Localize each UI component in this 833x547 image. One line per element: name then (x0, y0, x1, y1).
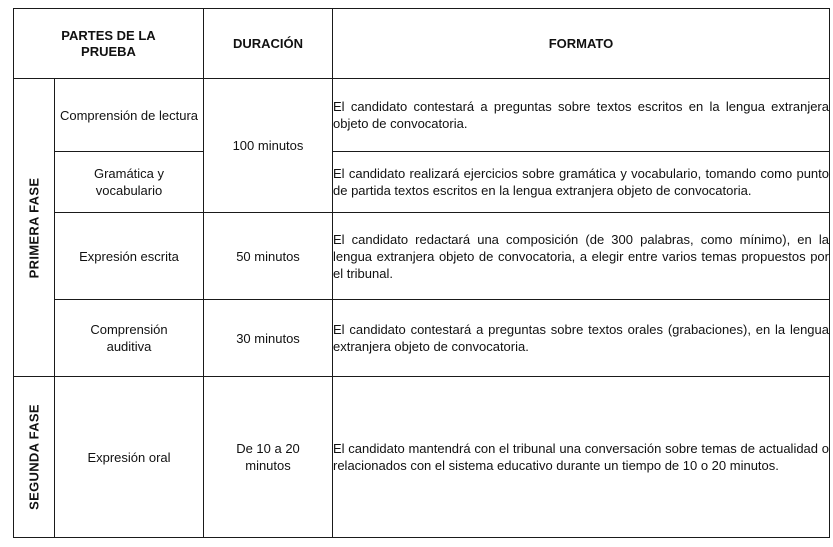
header-partes: PARTES DE LA PRUEBA (14, 9, 204, 79)
format-cell: El candidato mantendrá con el tribunal una conversación sobre temas de actualidad o relacionados con el sistema educativo durante un tiempo de 10 o 20 minutos. (333, 377, 830, 538)
part-cell: Expresión escrita (55, 213, 204, 300)
header-duracion: DURACIÓN (204, 9, 333, 79)
format-cell: El candidato redactará una composición (de 300 palabras, como mínimo), en la lengua extranjera objeto de convocatoria, a elegir entre varios temas propuestos por el tribunal. (333, 213, 830, 300)
part-cell: Gramática y vocabulario (55, 152, 204, 213)
phase-segunda-label: SEGUNDA FASE (26, 404, 42, 510)
part-cell: Comprensión auditiva (55, 300, 204, 377)
format-cell: El candidato realizará ejercicios sobre gramática y vocabulario, tomando como punto de partida textos escritos en la lengua extranjera objeto de convocatoria. (333, 152, 830, 213)
phase-segunda (14, 377, 55, 538)
part-cell: Expresión oral (55, 377, 204, 538)
header-formato: FORMATO (333, 9, 830, 79)
phase-primera-label: PRIMERA FASE (26, 177, 42, 278)
table-row (14, 79, 830, 152)
header-row (14, 9, 830, 79)
format-cell: El candidato contestará a preguntas sobre textos escritos en la lengua extranjera objeto de convocatoria. (333, 79, 830, 152)
phase-primera (14, 79, 55, 377)
duration-cell: De 10 a 20 minutos (204, 377, 333, 538)
exam-structure-table (13, 8, 830, 538)
duration-cell: 30 minutos (204, 300, 333, 377)
table-row (14, 213, 830, 300)
format-cell: El candidato contestará a preguntas sobre textos orales (grabaciones), en la lengua extranjera objeto de convocatoria. (333, 300, 830, 377)
table-row (14, 377, 830, 538)
table-row (14, 300, 830, 377)
table-row (14, 152, 830, 213)
duration-cell: 50 minutos (204, 213, 333, 300)
duration-cell: 100 minutos (204, 79, 333, 213)
part-cell: Comprensión de lectura (55, 79, 204, 152)
